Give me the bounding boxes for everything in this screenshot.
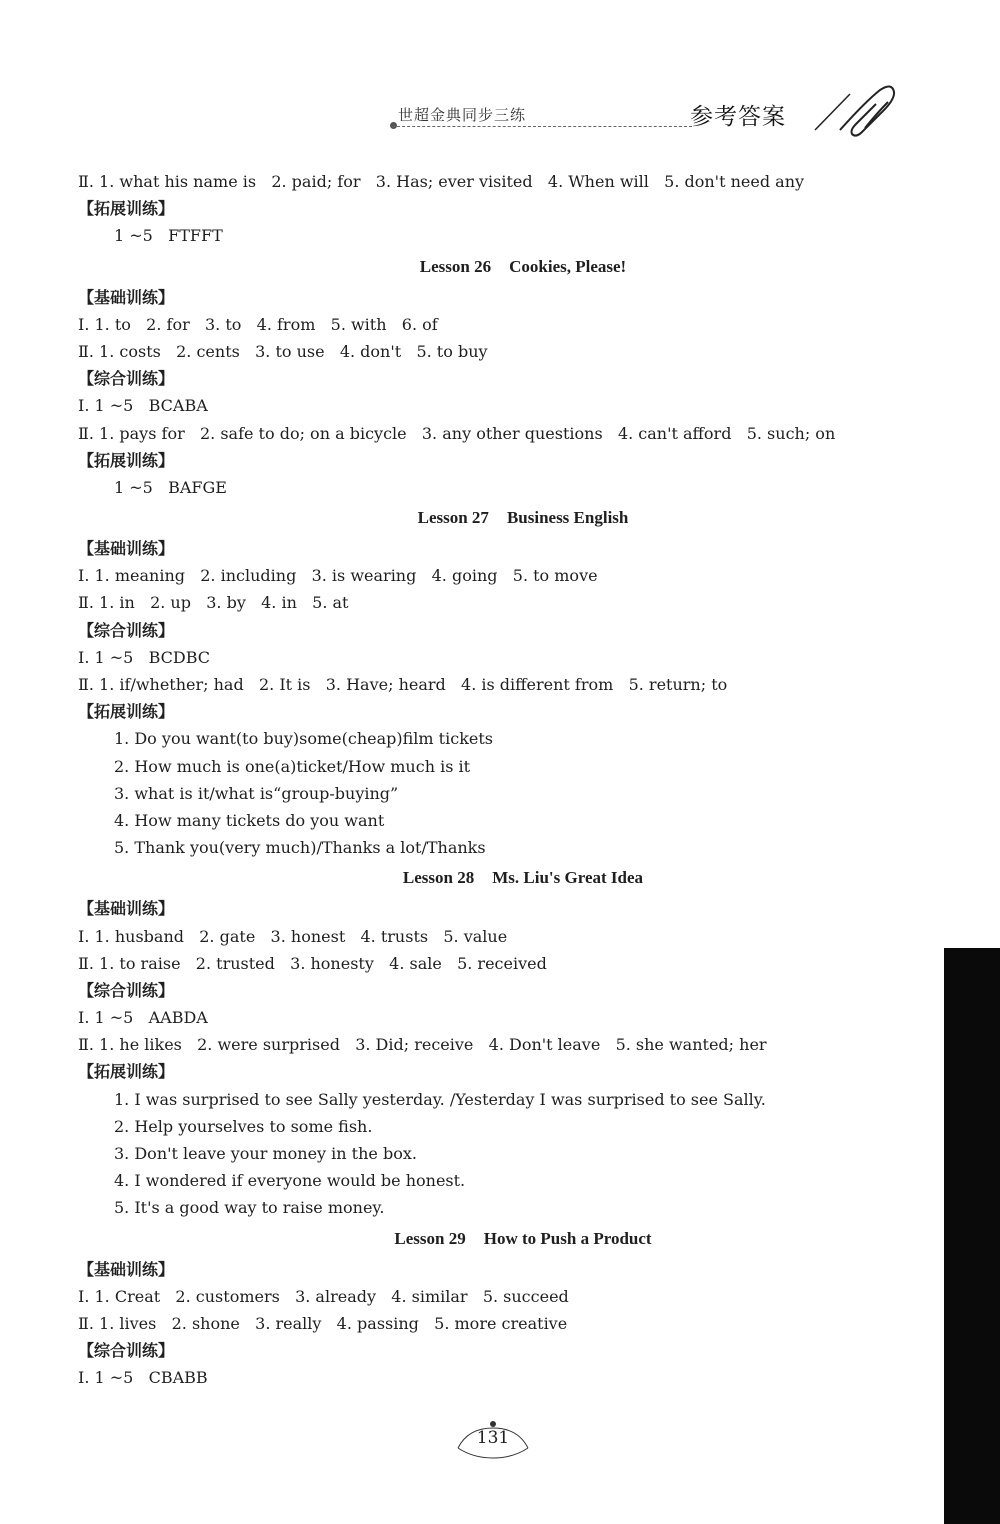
answer-line <box>78 671 938 698</box>
answer-text: Ⅰ. 1 ~5 CBABB <box>78 1368 208 1388</box>
answer-text: 4. I wondered if everyone would be honest. <box>114 1171 466 1191</box>
answer-text: Ⅱ. 1. costs 2. cents 3. to use 4. don't 5. to buy <box>78 341 488 361</box>
section-heading <box>78 617 938 644</box>
answer-line <box>78 923 938 950</box>
section-heading <box>78 1256 938 1283</box>
section-label: 【综合训练】 <box>78 369 175 389</box>
answer-text: 5. Thank you(very much)/Thanks a lot/Thanks <box>114 838 486 858</box>
answer-text: Ⅱ. 1. to raise 2. trusted 3. honesty 4. sale 5. received <box>78 953 547 973</box>
answer-line <box>78 392 938 419</box>
answer-line <box>78 1004 938 1031</box>
answer-line <box>78 1194 938 1221</box>
answer-line <box>78 950 938 977</box>
answer-text: 1 ~5 BAFGE <box>114 477 227 497</box>
answer-text: Ⅱ. 1. if/whether; had 2. It is 3. Have; heard 4. is different from 5. return; to <box>78 675 728 694</box>
answer-line <box>78 1310 938 1337</box>
answer-line <box>78 780 938 807</box>
answer-text: Ⅱ. 1. he likes 2. were surprised 3. Did; receive 4. Don't leave 5. she wanted; her <box>78 1035 767 1055</box>
answer-text: Ⅰ. 1. Creat 2. customers 3. already 4. similar 5. succeed <box>78 1286 569 1306</box>
lesson-title: How to Push a Product <box>483 1228 652 1248</box>
section-label: 【拓展训练】 <box>78 450 175 470</box>
answer-text: Ⅱ. 1. in 2. up 3. by 4. in 5. at <box>78 593 349 613</box>
section-label: 【基础训练】 <box>78 287 175 307</box>
section-label: 【拓展训练】 <box>78 1062 175 1082</box>
lesson-title: Business English <box>506 508 629 528</box>
answer-line <box>78 562 938 589</box>
series-title: 世超金典同步三练 <box>398 106 527 124</box>
answer-text: Ⅰ. 1 ~5 BCDBC <box>78 647 211 667</box>
lesson-number: Lesson 27 <box>417 508 489 528</box>
answer-line <box>78 338 938 365</box>
lesson-heading <box>78 861 938 895</box>
page-header <box>390 96 910 140</box>
page-edge-shadow <box>944 948 1000 1524</box>
answer-text: 3. Don't leave your money in the box. <box>114 1144 417 1163</box>
section-label: 【综合训练】 <box>78 620 175 640</box>
answer-line <box>78 725 938 752</box>
answer-text: 2. Help yourselves to some fish. <box>114 1116 373 1136</box>
section-heading <box>78 977 938 1004</box>
lesson-heading <box>78 250 938 284</box>
answer-text: 1. Do you want(to buy)some(cheap)film tickets <box>114 729 493 749</box>
section-heading <box>78 1337 938 1364</box>
answer-line <box>78 222 938 249</box>
answers-title: 参考答案 <box>690 104 786 130</box>
lesson-title: Ms. Liu's Great Idea <box>492 868 644 888</box>
section-heading <box>78 195 938 222</box>
answer-line <box>78 168 938 195</box>
section-heading <box>78 447 938 474</box>
answer-line <box>78 589 938 616</box>
answer-line <box>78 807 938 834</box>
section-label: 【基础训练】 <box>78 899 175 919</box>
paperclip-icon <box>810 82 900 142</box>
answer-line <box>78 1113 938 1140</box>
answer-line <box>78 474 938 501</box>
answer-line <box>78 311 938 338</box>
answer-text: Ⅰ. 1 ~5 AABDA <box>78 1008 208 1028</box>
answer-line <box>78 1140 938 1167</box>
lesson-number: Lesson 26 <box>419 256 492 276</box>
answer-line <box>78 1283 938 1310</box>
section-label: 【拓展训练】 <box>78 199 175 219</box>
answer-text: Ⅰ. 1. husband 2. gate 3. honest 4. trusts 5. value <box>78 926 508 946</box>
answer-line <box>78 420 938 447</box>
page-number: 131 <box>476 1428 510 1448</box>
section-label: 【综合训练】 <box>78 1341 175 1361</box>
answer-text: Ⅰ. 1. to 2. for 3. to 4. from 5. with 6. of <box>78 314 438 334</box>
lesson-heading <box>78 501 938 535</box>
answer-line <box>78 1086 938 1113</box>
answer-text: 5. It's a good way to raise money. <box>114 1198 385 1218</box>
answer-line <box>78 834 938 861</box>
answer-line <box>78 753 938 780</box>
answer-text: Ⅱ. 1. what his name is 2. paid; for 3. Has; ever visited 4. When will 5. don't need any <box>78 172 805 191</box>
section-label: 【基础训练】 <box>78 1259 175 1279</box>
lesson-number: Lesson 28 <box>402 868 475 888</box>
lesson-title: Cookies, Please! <box>509 256 627 276</box>
section-heading <box>78 1058 938 1085</box>
lesson-number: Lesson 29 <box>394 1228 466 1248</box>
answer-content <box>78 168 938 1392</box>
section-label: 【拓展训练】 <box>78 702 175 722</box>
section-heading <box>78 535 938 562</box>
answer-line <box>78 644 938 671</box>
section-heading <box>78 895 938 922</box>
section-label: 【综合训练】 <box>78 980 175 1000</box>
answer-text: Ⅰ. 1. meaning 2. including 3. is wearing 4. going 5. to move <box>78 566 598 586</box>
answer-text: 2. How much is one(a)ticket/How much is it <box>114 756 471 776</box>
answer-line <box>78 1031 938 1058</box>
answer-line <box>78 1364 938 1391</box>
answer-text: Ⅰ. 1 ~5 BCABA <box>78 396 208 416</box>
answer-text: 4. How many tickets do you want <box>114 810 385 830</box>
section-heading <box>78 365 938 392</box>
answer-line <box>78 1167 938 1194</box>
section-label: 【基础训练】 <box>78 539 175 559</box>
section-heading <box>78 284 938 311</box>
answer-text: Ⅱ. 1. lives 2. shone 3. really 4. passing 5. more creative <box>78 1313 568 1333</box>
answer-text: 3. what is it/what is“group-buying” <box>114 783 399 803</box>
page-footer <box>448 1418 538 1462</box>
answer-text: 1. I was surprised to see Sally yesterday. /Yesterday I was surprised to see Sally. <box>114 1089 766 1109</box>
answer-text: Ⅱ. 1. pays for 2. safe to do; on a bicycle 3. any other questions 4. can't afford 5. such; on <box>78 423 836 443</box>
answer-text: 1 ~5 FTFFT <box>114 226 223 246</box>
section-heading <box>78 698 938 725</box>
header-dashed-rule <box>392 126 692 127</box>
lesson-heading <box>78 1222 938 1256</box>
